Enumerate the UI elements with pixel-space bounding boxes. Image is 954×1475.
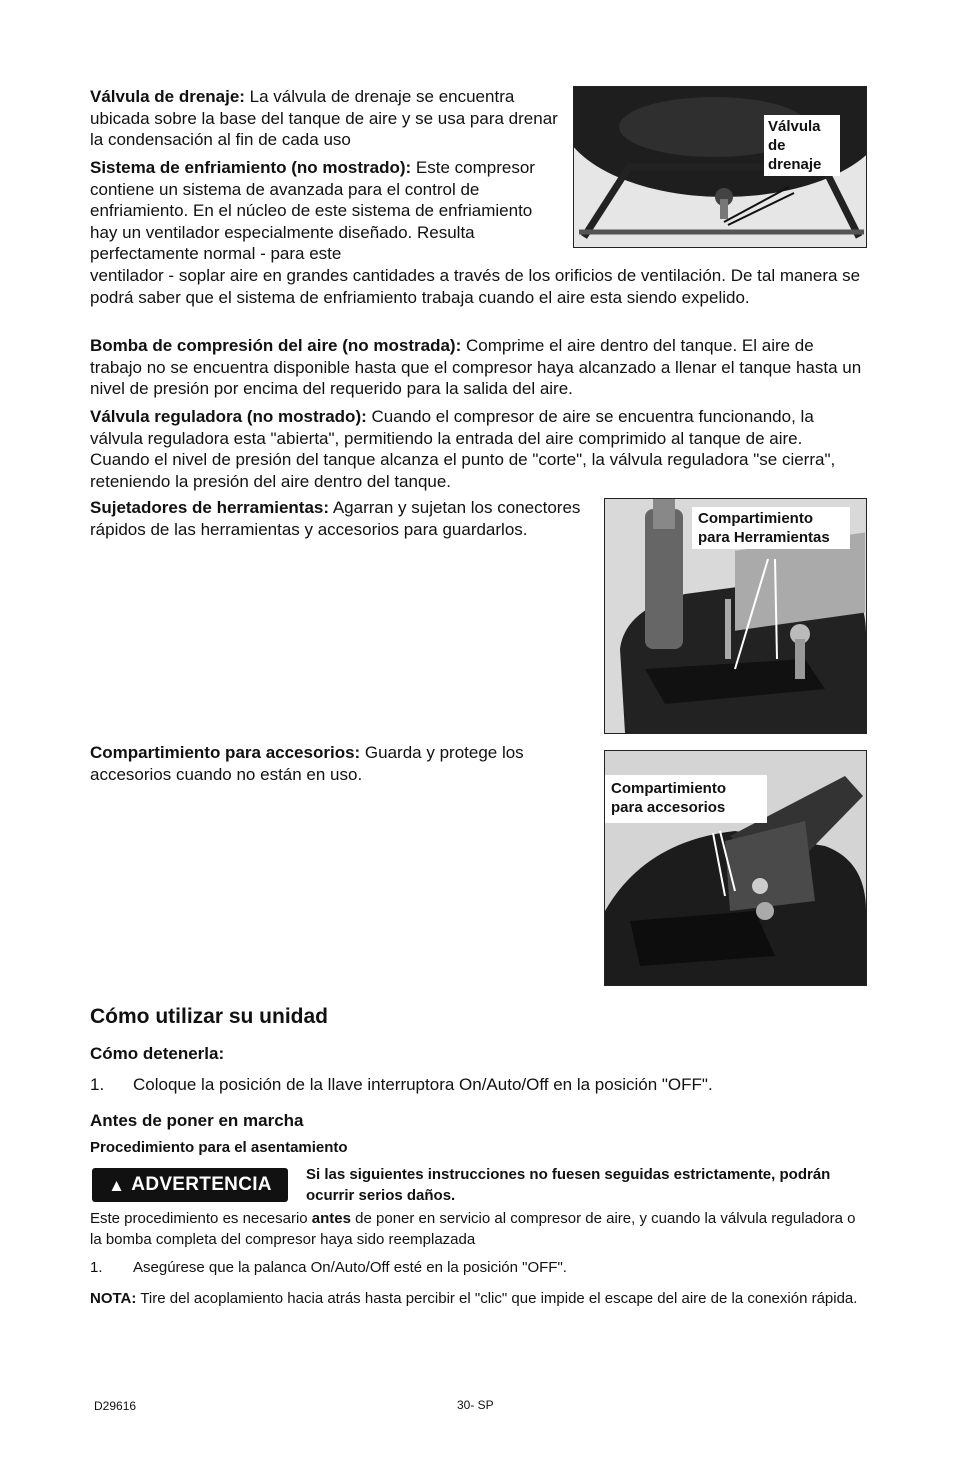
accessories-figure-label: Compartimiento para accesorios [605,775,767,823]
warning-badge [92,1168,288,1202]
procedure-text-b: de poner en servicio al compresor de aire, y cuando la válvula reguladora o la bomba completa del compresor haya sido reemplazada [90,1210,856,1248]
cooling-title: Sistema de enfriamiento (no mostrado): [90,158,412,177]
drain-valve-paragraph [90,86,570,151]
note-paragraph [90,1288,865,1309]
tool-holders-text: Agarran y sujetan los conectores rápidos de las herramientas y accesorios para guardarlos. [90,498,581,539]
tool-holders-paragraph [90,497,595,540]
drain-valve-figure-label: Válvula de drenaje [764,115,840,176]
procedure-step-text: Asegúrese que la palanca On/Auto/Off esté en la posición "OFF". [133,1259,567,1276]
warning-text: Si las siguientes instrucciones no fuesen seguidas estrictamente, podrán ocurrir serios daños. [306,1166,831,1204]
drain-valve-text: La válvula de drenaje se encuentra ubicada sobre la base del tanque de aire y se usa para drenar la condensación al fin de cada uso [90,87,558,150]
tool-holders-figure [604,498,867,734]
warning-triangle-icon: ▲ [108,1175,126,1195]
stop-step-number: 1. [90,1075,105,1094]
pump-title: Bomba de compresión del aire (no mostrada): [90,336,462,355]
accessories-text: Guarda y protege los accesorios cuando no están en uso. [90,743,524,784]
regulator-paragraph [90,406,865,492]
tool-holders-figure-label: Compartimiento para Herramientas [692,507,850,549]
procedure-text-a: Este procedimiento es necesario [90,1210,312,1227]
before-start-heading: Antes de poner en marcha [90,1111,304,1130]
stop-step-text: Coloque la posición de la llave interruptora On/Auto/Off en la posición "OFF". [133,1075,713,1094]
accessories-paragraph [90,742,595,785]
procedure-heading: Procedimiento para el asentamiento [90,1139,348,1156]
drain-valve-figure [573,86,867,248]
procedure-text-bold: antes [311,1210,351,1227]
pump-paragraph [90,335,865,400]
accessories-figure [604,750,867,986]
procedure-paragraph [90,1208,865,1250]
page-number: 30- SP [457,1398,494,1412]
cooling-text-a: Este compresor contiene un sistema de avanzada para el control de enfriamiento. En el núcleo de este sistema de enfriamiento hay un ventilador especialmente diseñado. Resulta perfectamente normal - para este [90,158,535,264]
tool-holders-title: Sujetadores de herramientas: [90,498,330,517]
drain-valve-title: Válvula de drenaje: [90,87,245,106]
pump-text: Comprime el aire dentro del tanque. El aire de trabajo no se encuentra disponible hasta que el compresor haya alcanzado a llenar el tanque hasta un nivel de presión por encima del requerido para la salida del aire. [90,336,862,399]
stop-heading: Cómo detenerla: [90,1044,225,1063]
note-text: Tire del acoplamiento hacia atrás hasta percibir el "clic" que impide el escape del aire de la conexión rápida. [136,1290,858,1307]
procedure-step-number: 1. [90,1259,103,1276]
cooling-paragraph-b: ventilador - soplar aire en grandes cantidades a través de los orificios de ventilación. De tal manera se podrá saber que el sistema de enfriamiento trabaja cuando el aire esta siendo expelido. [90,266,861,307]
usage-heading: Cómo utilizar su unidad [90,1005,329,1028]
regulator-title: Válvula reguladora (no mostrado): [90,407,367,426]
note-label: NOTA: [90,1290,137,1307]
cooling-paragraph-a [90,157,560,265]
document-id: D29616 [94,1399,137,1413]
regulator-text: Cuando el compresor de aire se encuentra funcionando, la válvula reguladora esta "abierta", permitiendo la entrada del aire comprimido al tanque de aire. Cuando el nivel de presión del tanque alcanza el punto de "corte", la válvula reguladora "se cierra", reteniendo la presión del aire dentro del tanque. [90,407,836,491]
warning-label: ADVERTENCIA [131,1174,272,1195]
accessories-title: Compartimiento para accesorios: [90,743,361,762]
